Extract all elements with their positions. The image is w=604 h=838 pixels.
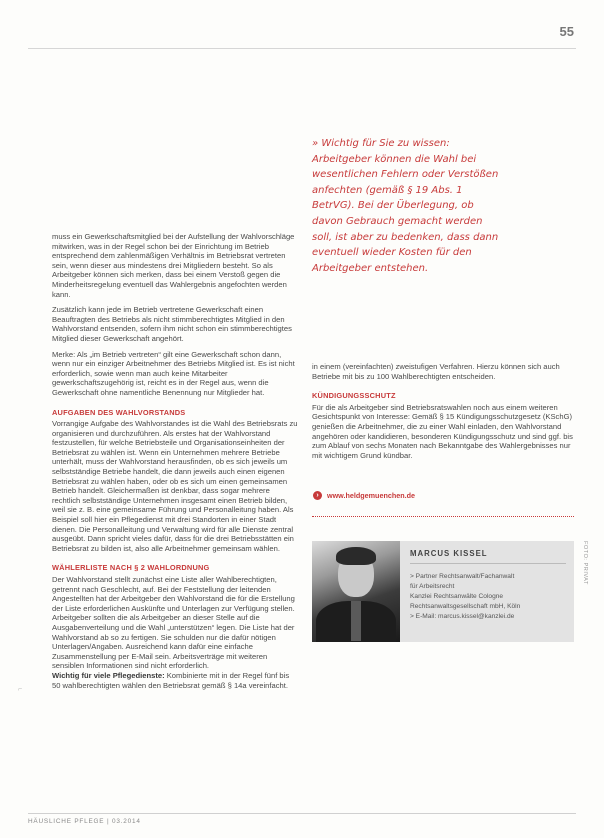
paragraph: Der Wahlvorstand stellt zunächst eine Liste aller Wahlberechtigten, getrennt nach Geschlecht, auf. Bei der Feststellung der leitenden Angestellten hat der Arbeitgeber den Wahlvorstand die für die Erstellung der Liste erforderlichen Auskünfte und Unterlagen zur Verfügung stellen. Arbeitgeber sollten die als Arbeitgeber an dieser Stelle auf die Ausgabenverteilung und die Wahl „unterstützen“ legen. Die Liste hat der Wahlvorstand ab so zu fertigen. Sie schulden nur die dafür nötigen Unterlagen/Angaben. Ausreichend kann dafür eine einfache Zusammenstellung per E-Mail sein. Arbeitsverträge mit weiteren sensiblen Informationen sind nicht erforderlich. <box>52 575 295 671</box>
right-column <box>312 362 574 466</box>
paragraph: Merke: Als „im Betrieb vertreten“ gilt eine Gewerkschaft schon dann, wenn nur ein einziger Arbeitnehmer des Betriebs Mitglied ist. Es ist nicht erforderlich, sowie wenn man auch keine Mitarbeiter gewerkschaftszugehörig ist, reicht es in der Regel aus, wenn die Gewerkschaft ohne namentliche Benennung nur Mitglieder hat. <box>52 349 295 397</box>
pull-quote: » Wichtig für Sie zu wissen: Arbeitgeber können die Wahl bei wesentlichen Fehlern oder Verstößen anfechten (gemäß § 19 Abs. 1 BetrVG). Bei der Überlegung, ob davon Gebrauch gemacht werden soll, ist aber zu bedenken, dass dann eventuell wieder Kosten für den Arbeitgeber entstehen. <box>312 138 499 274</box>
lead-text: Kombinierte mit in der Regel fünf bis 50 wahlberechtigten wählen den Betriebsrat gemäß § 14a vereinfacht. <box>52 670 290 690</box>
paragraph: Zusätzlich kann jede im Betrieb vertretene Gewerkschaft einen Beauftragten des Betriebs als nicht stimmberechtigtes Mitglied in den Wahlvorstand entsenden, sofern ihm nicht schon ein stimmberechtigtes Mitglied dieser Gewerkschaft angehört. <box>52 305 292 343</box>
author-name: MARCUS KISSEL <box>410 549 566 564</box>
dotted-divider <box>312 516 574 517</box>
binding-mark: ⌐ <box>18 686 23 693</box>
author-info <box>400 541 574 642</box>
top-rule <box>28 48 576 49</box>
author-line: > Partner Rechtsanwalt/Fachanwalt <box>410 573 515 580</box>
section-heading: KÜNDIGUNGSSCHUTZ <box>312 391 396 401</box>
lead-paragraph <box>52 671 298 690</box>
photo-credit: FOTO: PRIVAT <box>582 541 588 585</box>
author-box <box>312 541 574 642</box>
left-column <box>52 232 298 696</box>
author-photo <box>312 541 400 642</box>
footer: HÄUSLICHE PFLEGE | 03.2014 <box>28 818 141 825</box>
paragraph: Für die als Arbeitgeber sind Betriebsratswahlen noch aus einem weiteren Gesichtspunkt von Interesse: Gemäß § 15 Kündigungsschutzgesetz (KSchG) genießen die Arbeitnehmer, die zu einer Wahl einladen, den Wahlvorstand angehören oder kandidieren, besonderen Kündigungsschutz und sind ggf. bis zum Ablauf von sechs Monaten nach Bekanntgabe des Wahlergebnisses nur mit wichtigem Grund kündbar. <box>312 402 573 460</box>
paragraph: Vorrangige Aufgabe des Wahlvorstandes ist die Wahl des Betriebsrats zu organisieren und durchzuführen. Als erstes hat der Wahlvorstand festzustellen, für welche Betriebsteile und Organisationseinheiten der Betriebsrat zu wählen ist. Wenn ein Unternehmen mehrere Betriebe unterhält, muss der Wahlvorstand herausfinden, ob es sich jeweils um selbstständige Betriebe handelt, die dann jeweils auch einen eigenen Betriebsrat zu wählen haben, oder ob es sich um einen gemeinsamen Betrieb handelt. Gleichermaßen ist denkbar, dass sogar mehrere rechtlich selbstständige Unternehmen insgesamt einen Betrieb bilden, weil sie z. B. eine gemeinsame Führung und Personalleitung haben. Als Beispiel soll hier ein Pflegedienst mit drei Standorten in einer Stadt dienen. Die Personalleitung und Verwaltung wird für alle Dienste zentral ausgeübt. Dann spricht vieles dafür, dass für die drei Betriebsstätten ein Betriebsrat zu bilden ist, also alle Arbeitnehmer gemeinsam wählen. <box>52 419 298 553</box>
lead-label: Wichtig für viele Pflegedienste: <box>52 670 165 680</box>
link-arrow-icon: › <box>313 491 322 500</box>
section-heading: WÄHLERLISTE NACH § 2 WAHLORDNUNG <box>52 563 210 573</box>
paragraph: muss ein Gewerkschaftsmitglied bei der Aufstellung der Wahlvorschläge mitwirken, was in der Regel schon bei der Einrichtung im Betrieb entsprechend dem zahlenmäßigen Verhältnis im Betriebsrat vertreten sein, wenn dieser aus mindestens drei Mitgliedern besteht. So als Arbeitgeber können sich merken, dass bei einem Verstoß gegen die Minderheitsregelung eventuell das Wahlergebnis angefochten werden kann. <box>52 232 295 299</box>
author-line: Rechtsanwaltsgesellschaft mbH, Köln <box>410 603 521 610</box>
author-line: für Arbeitsrecht <box>410 583 455 590</box>
link-text[interactable]: www.heldgemuenchen.de <box>327 491 415 500</box>
paragraph: in einem (vereinfachten) zweistufigen Verfahren. Hierzu können sich auch Betriebe mit bis zu 100 Wahlberechtigten entscheiden. <box>312 362 560 381</box>
page-number: 55 <box>559 24 574 39</box>
web-link[interactable] <box>313 491 415 500</box>
section-heading: AUFGABEN DES WAHLVORSTANDS <box>52 407 186 417</box>
author-line: Kanzlei Rechtsanwälte Cologne <box>410 593 504 600</box>
bottom-rule <box>28 813 576 814</box>
author-email: > E-Mail: marcus.kissel@kanzlei.de <box>410 613 515 620</box>
